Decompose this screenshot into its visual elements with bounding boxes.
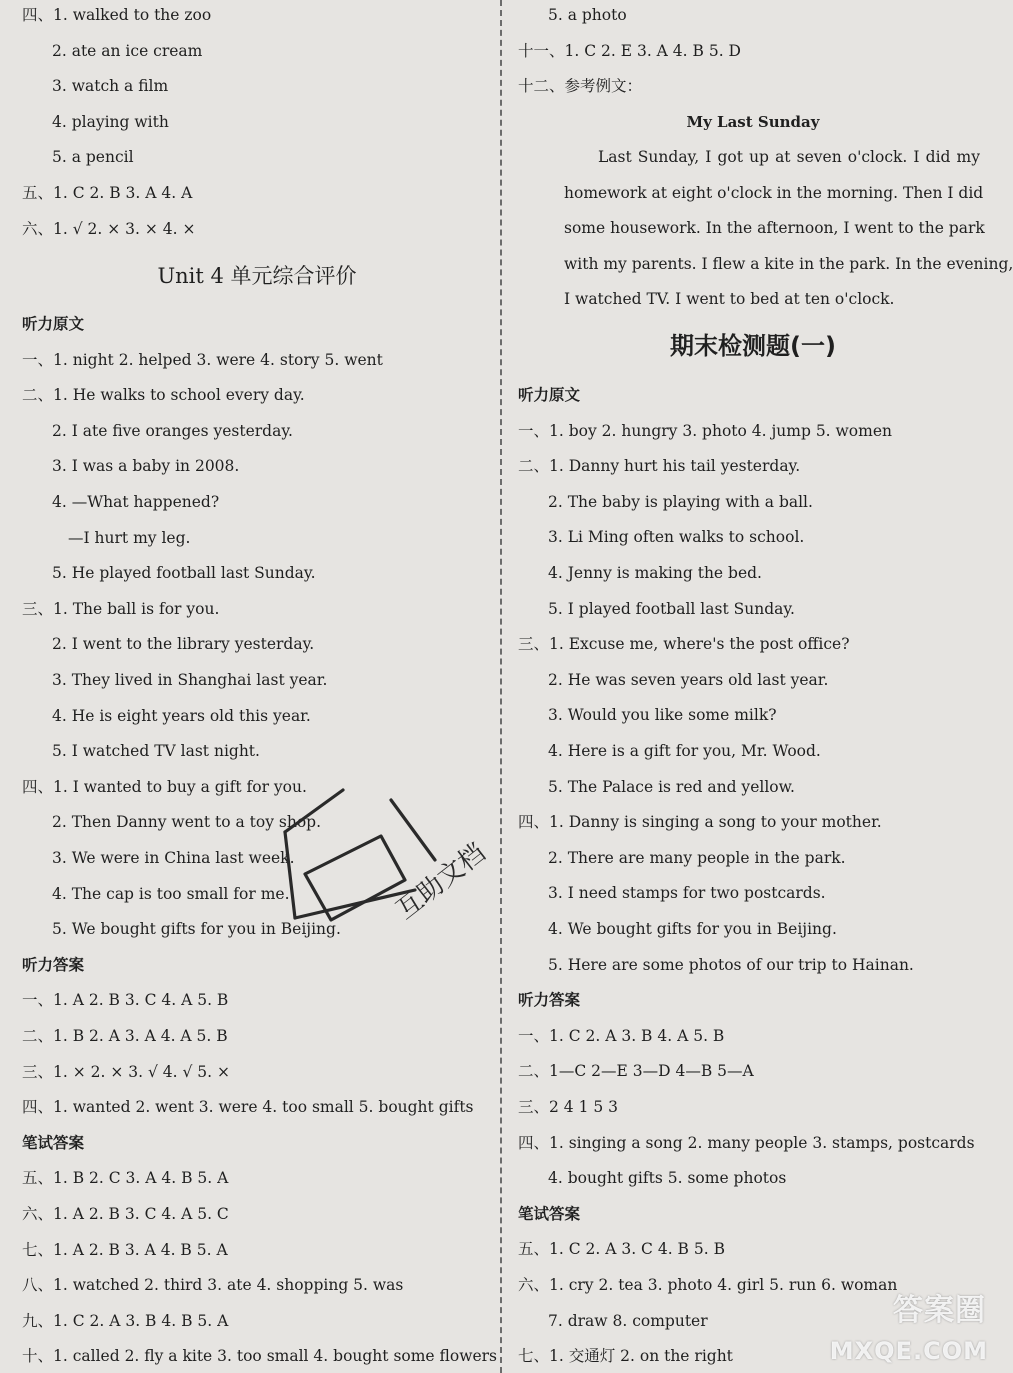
answer-line: 3. I was a baby in 2008. — [52, 457, 240, 476]
answer-line: 五、1. B 2. C 3. A 4. B 5. A — [22, 1169, 229, 1188]
answer-line: 四、1. I wanted to buy a gift for you. — [22, 777, 307, 796]
answer-line: 五、1. C 2. A 3. C 4. B 5. B — [518, 1240, 725, 1259]
answer-line: 4. Jenny is making the bed. — [548, 564, 762, 582]
stamp-text: 互助文档 — [390, 837, 492, 926]
answer-line: 二、1. Danny hurt his tail yesterday. — [518, 457, 801, 476]
answer-line: 5. I watched TV last night. — [52, 742, 260, 761]
watermark-top: 答案圈 — [893, 1293, 986, 1328]
answer-line: 4. We bought gifts for you in Beijing. — [548, 920, 837, 938]
answer-line: 六、1. A 2. B 3. C 4. A 5. C — [22, 1205, 229, 1223]
answer-line: 4. playing with — [52, 112, 169, 131]
answer-line: 4. Here is a gift for you, Mr. Wood. — [548, 742, 821, 760]
watermark-bottom: MXQE.COM — [829, 1337, 988, 1365]
answer-line: 七、1. 交通灯 2. on the right — [518, 1347, 733, 1366]
answer-line: 四、1. Danny is singing a song to your mother. — [518, 813, 882, 832]
answer-line: 3. Li Ming often walks to school. — [548, 528, 805, 547]
answer-line: 十一、1. C 2. E 3. A 4. B 5. D — [518, 41, 741, 60]
section-heading: 笔试答案 — [518, 1203, 581, 1223]
answer-line: 一、1. night 2. helped 3. were 4. story 5. went — [22, 350, 383, 369]
answer-line: 六、1. √ 2. × 3. × 4. × — [22, 219, 196, 238]
answer-line: 四、1. singing a song 2. many people 3. stamps, postcards — [518, 1133, 975, 1152]
answer-line: 二、1. B 2. A 3. A 4. A 5. B — [22, 1027, 228, 1045]
section-heading: 听力答案 — [22, 954, 85, 974]
essay-title: My Last Sunday — [686, 113, 820, 131]
answer-line: 八、1. watched 2. third 3. ate 4. shopping 5. was — [22, 1276, 404, 1295]
answer-line: 5. Here are some photos of our trip to Hainan. — [548, 955, 914, 974]
stamp-seal — [265, 770, 492, 960]
answer-line: 一、1. boy 2. hungry 3. photo 4. jump 5. women — [518, 421, 892, 440]
answer-line: 2. Then Danny went to a toy shop. — [52, 813, 322, 832]
answer-line: 六、1. cry 2. tea 3. photo 4. girl 5. run 6. woman — [518, 1276, 898, 1294]
answer-line: 4. bought gifts 5. some photos — [548, 1169, 787, 1188]
answer-line: 7. draw 8. computer — [548, 1311, 708, 1330]
answer-line: 三、1. Excuse me, where's the post office? — [518, 635, 850, 654]
answer-line: 二、1. He walks to school every day. — [22, 386, 305, 405]
essay-line: homework at eight o'clock in the morning. Then I did — [564, 183, 984, 202]
answer-line: 5. a photo — [548, 6, 627, 24]
essay-line: some housework. In the afternoon, I went to the park — [564, 219, 985, 238]
answer-line: 2. The baby is playing with a ball. — [548, 492, 813, 511]
answer-line: 2. There are many people in the park. — [548, 848, 846, 867]
section-heading: 笔试答案 — [22, 1132, 85, 1152]
answer-line: 2. ate an ice cream — [52, 41, 203, 60]
answer-line: 三、1. × 2. × 3. √ 4. √ 5. × — [22, 1062, 231, 1081]
answer-line: 九、1. C 2. A 3. B 4. B 5. A — [22, 1311, 229, 1330]
answer-line: 四、1. walked to the zoo — [22, 6, 212, 24]
answer-line: 2. I went to the library yesterday. — [52, 635, 315, 654]
answer-line: 三、2 4 1 5 3 — [518, 1098, 619, 1116]
answer-line: 四、1. wanted 2. went 3. were 4. too small 5. bought gifts — [22, 1098, 474, 1117]
answer-line: 2. I ate five oranges yesterday. — [52, 421, 293, 440]
section-heading: 听力原文 — [518, 385, 581, 404]
section-heading: 听力原文 — [22, 314, 85, 333]
column-divider — [500, 0, 502, 1373]
answer-line: 5. We bought gifts for you in Beijing. — [52, 920, 341, 939]
answer-line: 5. The Palace is red and yellow. — [548, 777, 795, 796]
answer-line: 一、1. C 2. A 3. B 4. A 5. B — [518, 1026, 725, 1045]
answer-line: 4. The cap is too small for me. — [52, 884, 290, 903]
essay-line: Last Sunday, I got up at seven o'clock. I did my — [598, 148, 980, 166]
essay-line: with my parents. I flew a kite in the park. In the evening, — [564, 254, 1013, 273]
section-heading: 听力答案 — [518, 990, 581, 1010]
essay-line: I watched TV. I went to bed at ten o'clock. — [564, 290, 895, 309]
answer-line: 2. He was seven years old last year. — [548, 670, 829, 689]
answer-line: 5. a pencil — [52, 148, 134, 167]
answer-line: 3. I need stamps for two postcards. — [548, 884, 826, 903]
answer-line: 三、1. The ball is for you. — [22, 599, 220, 618]
answer-line: 3. watch a film — [52, 77, 169, 96]
unit-title: Unit 4 单元综合评价 — [157, 264, 357, 288]
exam-title: 期末检测题(一) — [670, 332, 836, 360]
answer-line: 二、1—C 2—E 3—D 4—B 5—A — [518, 1062, 754, 1081]
answer-line: 七、1. A 2. B 3. A 4. B 5. A — [22, 1240, 228, 1259]
answer-line: 3. We were in China last week. — [52, 849, 295, 867]
answer-line: 5. He played football last Sunday. — [52, 564, 316, 583]
answer-line: 5. I played football last Sunday. — [548, 599, 795, 618]
answer-line: 一、1. A 2. B 3. C 4. A 5. B — [22, 991, 229, 1010]
watermark — [802, 1277, 992, 1367]
answer-line: 3. Would you like some milk? — [548, 706, 777, 725]
answer-line: 五、1. C 2. B 3. A 4. A — [22, 184, 193, 202]
answer-line: —I hurt my leg. — [68, 528, 191, 547]
answer-line: 十二、参考例文： — [518, 77, 643, 96]
answer-line: 十、1. called 2. fly a kite 3. too small 4. bought some flowers — [22, 1347, 497, 1366]
answer-line: 4. He is eight years old this year. — [52, 706, 311, 725]
answer-line: 3. They lived in Shanghai last year. — [52, 671, 328, 689]
answer-line: 4. —What happened? — [52, 493, 220, 511]
